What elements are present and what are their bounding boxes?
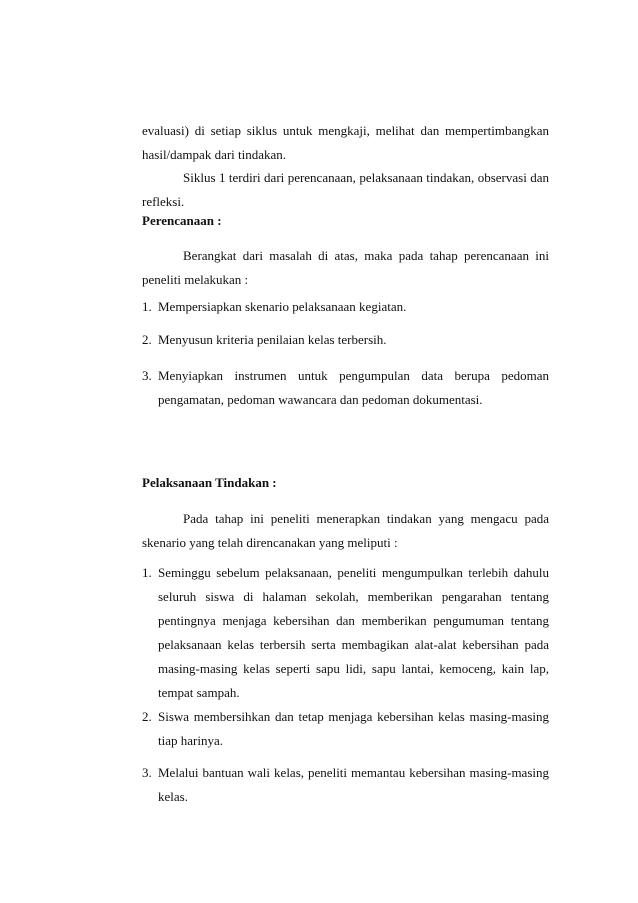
perencanaan-heading: Perencanaan : <box>142 213 222 228</box>
list-number: 3. <box>142 765 152 780</box>
list-text: Seminggu sebelum pelaksanaan, peneliti mengumpulkan terlebih dahulu seluruh siswa di halaman sekolah, memberikan pengarahan tentang pentingnya menjaga kebersihan dan memberikan pengumuman tentang pelaksanaan kelas terbersih serta membagikan alat-alat kebersihan pada masing-masing kelas seperti sapu lidi, sapu lantai, kemoceng, kain lap, tempat sampah. <box>158 565 549 700</box>
pelaksanaan-heading: Pelaksanaan Tindakan : <box>142 475 277 490</box>
intro-paragraph: evaluasi) di setiap siklus untuk mengkaji, melihat dan mempertimbangkan hasil/dampak dari tindakan. <box>142 123 549 162</box>
list-number: 1. <box>142 565 152 580</box>
siklus-paragraph: Siklus 1 terdiri dari perencanaan, pelaksanaan tindakan, observasi dan refleksi. <box>142 170 549 209</box>
list-text: Siswa membersihkan dan tetap menjaga kebersihan kelas masing-masing tiap harinya. <box>158 709 549 748</box>
list-item <box>142 561 549 705</box>
list-text: Menyusun kriteria penilaian kelas terbersih. <box>158 332 387 347</box>
list-number: 3. <box>142 368 152 383</box>
list-item <box>142 705 549 753</box>
list-text: Menyiapkan instrumen untuk pengumpulan data berupa pedoman pengamatan, pedoman wawancara dan pedoman dokumentasi. <box>158 368 549 407</box>
list-number: 2. <box>142 709 152 724</box>
list-text: Mempersiapkan skenario pelaksanaan kegiatan. <box>158 299 407 314</box>
pelaksanaan-paragraph: Pada tahap ini peneliti menerapkan tindakan yang mengacu pada skenario yang telah direncanakan yang meliputi : <box>142 511 549 550</box>
list-number: 2. <box>142 332 152 347</box>
list-item <box>142 364 549 412</box>
list-item <box>142 761 549 809</box>
perencanaan-paragraph: Berangkat dari masalah di atas, maka pada tahap perencanaan ini peneliti melakukan : <box>142 248 549 287</box>
list-number: 1. <box>142 299 152 314</box>
list-item <box>142 328 549 352</box>
list-text: Melalui bantuan wali kelas, peneliti memantau kebersihan masing-masing kelas. <box>158 765 549 804</box>
list-item <box>142 295 549 319</box>
